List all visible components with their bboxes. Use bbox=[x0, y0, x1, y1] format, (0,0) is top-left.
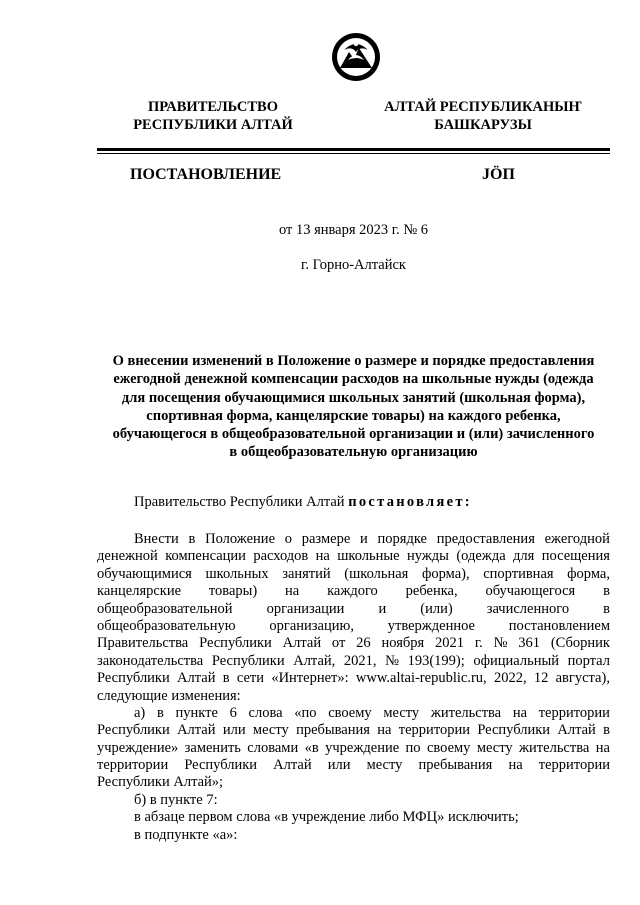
document-title bbox=[97, 352, 610, 462]
body-line: Республики Алтай или месту пребывания на территории Республики Алтай в bbox=[97, 722, 610, 739]
resolution-lead bbox=[134, 494, 472, 511]
header-divider-thin bbox=[97, 153, 610, 154]
title-line: обучающегося в общеобразовательной организации и (или) зачисленного bbox=[112, 426, 595, 443]
title-line: спортивная форма, канцелярские товары) на каждого ребенка, bbox=[146, 407, 561, 424]
right-org-line: АЛТАЙ РЕСПУБЛИКАНЫҤ bbox=[384, 99, 582, 115]
body-line: обучающимися школьных занятий (школьная форма), спортивная форма, bbox=[97, 565, 610, 582]
body-line: законодательства Республики Алтай, 2021, № 193(199); официальный портал bbox=[97, 652, 610, 669]
body-line: Правительства Республики Алтай от 26 ноября 2021 г. № 361 (Сборник bbox=[97, 635, 610, 652]
body-line: следующие изменения: bbox=[97, 687, 241, 704]
body-line: б) в пункте 7: bbox=[134, 791, 218, 808]
body-text bbox=[97, 531, 610, 844]
place-line: г. Горно-Алтайск bbox=[301, 257, 406, 273]
body-line: Республики Алтай»; bbox=[97, 774, 224, 791]
body-line: общеобразовательную организацию, утвержденное постановлением bbox=[97, 617, 610, 634]
right-org-name bbox=[378, 98, 588, 134]
title-line: О внесении изменений в Положение о размере и порядке предоставления bbox=[112, 353, 595, 369]
left-org-name bbox=[108, 98, 318, 134]
left-org-line: ПРАВИТЕЛЬСТВО bbox=[148, 99, 278, 115]
doc-type-altai: JÖП bbox=[482, 166, 515, 183]
body-line: территории Республики Алтай или месту пребывания на территории bbox=[97, 757, 610, 774]
title-line: ежегодной денежной компенсации расходов на школьные нужды (одежда bbox=[113, 371, 594, 388]
body-line: Внести в Положение о размере и порядке предоставления ежегодной bbox=[134, 531, 610, 547]
lead-emphasis: постановляет: bbox=[348, 494, 472, 510]
doc-type-russian: ПОСТАНОВЛЕНИЕ bbox=[130, 166, 282, 183]
body-line: учреждение» заменить словами «в учреждение по своему месту жительства на bbox=[97, 739, 610, 756]
lead-text: Правительство Республики Алтай bbox=[134, 494, 349, 510]
title-line: в общеобразовательную организацию bbox=[229, 444, 478, 461]
header-divider-thick bbox=[97, 148, 610, 151]
right-org-line: БАШКАРУЗЫ bbox=[434, 117, 532, 133]
body-line: денежной компенсации расходов на школьные нужды (одежда для посещения bbox=[97, 548, 610, 565]
body-line: в подпункте «а»: bbox=[134, 826, 238, 843]
body-line: общеобразовательной организации и (или) зачисленного в bbox=[97, 600, 610, 617]
body-line: Республики Алтай в сети «Интернет»: www.altai-republic.ru, 2022, 12 августа), bbox=[97, 670, 610, 687]
date-line: от 13 января 2023 г. № 6 bbox=[278, 222, 429, 238]
coat-of-arms-emblem bbox=[330, 30, 382, 84]
body-line: в абзаце первом слова «в учреждение либо МФЦ» исключить; bbox=[134, 809, 519, 826]
left-org-line: РЕСПУБЛИКИ АЛТАЙ bbox=[133, 117, 293, 133]
body-line: а) в пункте 6 слова «по своему месту жительства на территории bbox=[134, 704, 610, 721]
title-line: для посещения обучающимися школьных занятий (школьная форма), bbox=[121, 389, 586, 406]
body-line: канцелярские товары) на каждого ребенка, обучающегося в bbox=[97, 583, 610, 600]
